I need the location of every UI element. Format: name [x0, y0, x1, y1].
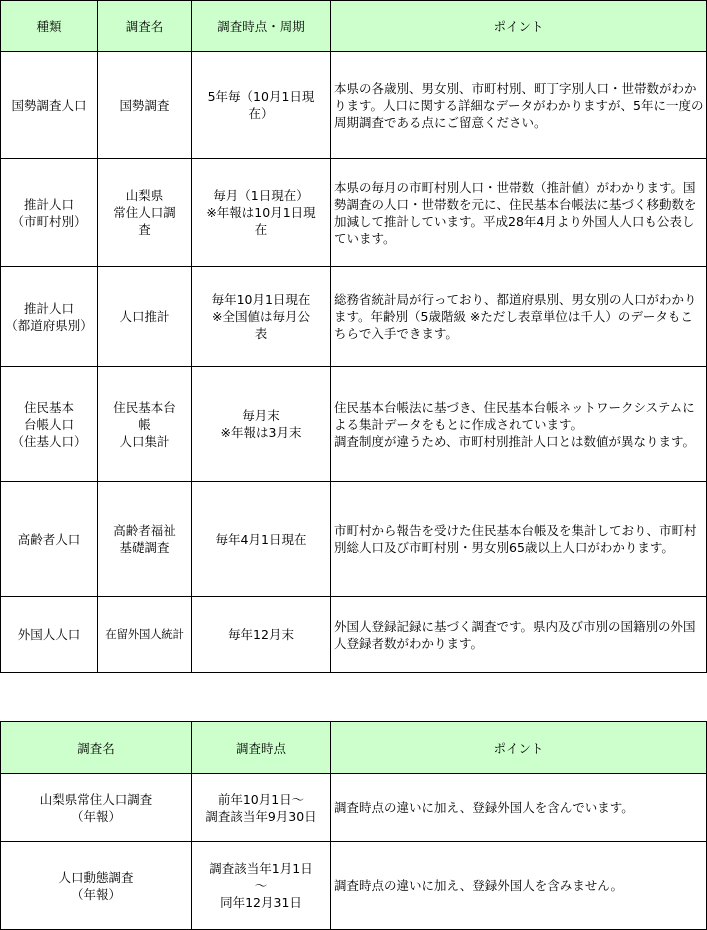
row-type: 推計人口 （都道府県別）	[1, 267, 98, 367]
row-point: 調査時点の違いに加え、登録外国人を含みません。	[331, 842, 707, 930]
row-timing: 毎年10月1日現在 ※全国値は毎月公 表	[192, 267, 331, 367]
header-survey-name: 調査名	[98, 1, 192, 52]
row-timing: 調査該当年1月1日 ～ 同年12月31日	[192, 842, 331, 930]
row-survey: 山梨県常住人口調査 （年報）	[1, 774, 192, 842]
row-timing: 毎月（1日現在） ※年報は10月1日現 在	[192, 159, 331, 267]
table-row	[1, 597, 707, 673]
header-point: ポイント	[331, 722, 707, 774]
row-timing: 毎月末 ※年報は3月末	[192, 367, 331, 482]
annual-report-comparison-table	[0, 721, 707, 930]
row-point: 本県の毎月の市町村別人口・世帯数（推計値）がわかります。国勢調査の人口・世帯数を元に、住民基本台帳法に基づく移動数を加減して推計しています。平成28年4月より外国人人口も公表しています。	[331, 159, 707, 267]
header-survey-name: 調査名	[1, 722, 192, 774]
row-type: 国勢調査人口	[1, 52, 98, 159]
header-point: ポイント	[331, 1, 707, 52]
row-timing: 5年毎（10月1日現 在）	[192, 52, 331, 159]
row-type: 外国人人口	[1, 597, 98, 673]
table-row	[1, 367, 707, 482]
row-type: 住民基本 台帳人口 （住基人口）	[1, 367, 98, 482]
row-survey: 人口動態調査 （年報）	[1, 842, 192, 930]
table-row	[1, 482, 707, 597]
table-row	[1, 52, 707, 159]
row-survey: 住民基本台 帳 人口集計	[98, 367, 192, 482]
table-row	[1, 159, 707, 267]
row-type: 高齢者人口	[1, 482, 98, 597]
row-type: 推計人口 （市町村別）	[1, 159, 98, 267]
header-survey-timing: 調査時点	[192, 722, 331, 774]
row-point: 外国人登録記録に基づく調査です。県内及び市別の国籍別の外国人登録者数がわかります。	[331, 597, 707, 673]
row-timing: 毎年4月1日現在	[192, 482, 331, 597]
row-point: 市町村から報告を受けた住民基本台帳及を集計しており、市町村別総人口及び市町村別・男女別65歳以上人口がわかります。	[331, 482, 707, 597]
row-survey: 山梨県 常住人口調 査	[98, 159, 192, 267]
row-point: 総務省統計局が行っており、都道府県別、男女別の人口がわかります。年齢別（5歳階級 ※ただし表章単位は千人）のデータもこちらで入手できます。	[331, 267, 707, 367]
table-row	[1, 774, 707, 842]
row-survey: 人口推計	[98, 267, 192, 367]
row-point: 住民基本台帳法に基づき、住民基本台帳ネットワークシステムによる集計データをもとに作成されています。 調査制度が違うため、市町村別推計人口とは数値が異なります。	[331, 367, 707, 482]
header-type: 種類	[1, 1, 98, 52]
row-survey: 高齢者福祉 基礎調査	[98, 482, 192, 597]
table-header-row	[1, 722, 707, 774]
header-survey-timing: 調査時点・周期	[192, 1, 331, 52]
row-survey: 国勢調査	[98, 52, 192, 159]
table-row	[1, 842, 707, 930]
row-point: 本県の各歳別、男女別、市町村別、町丁字別人口・世帯数がわかります。人口に関する詳細なデータがわかりますが、5年に一度の周期調査である点にご留意ください。	[331, 52, 707, 159]
table-header-row	[1, 1, 707, 52]
table-row	[1, 267, 707, 367]
row-timing: 前年10月1日～ 調査該当年9月30日	[192, 774, 331, 842]
row-point: 調査時点の違いに加え、登録外国人を含んでいます。	[331, 774, 707, 842]
row-survey: 在留外国人統計	[98, 597, 192, 673]
row-timing: 毎年12月末	[192, 597, 331, 673]
